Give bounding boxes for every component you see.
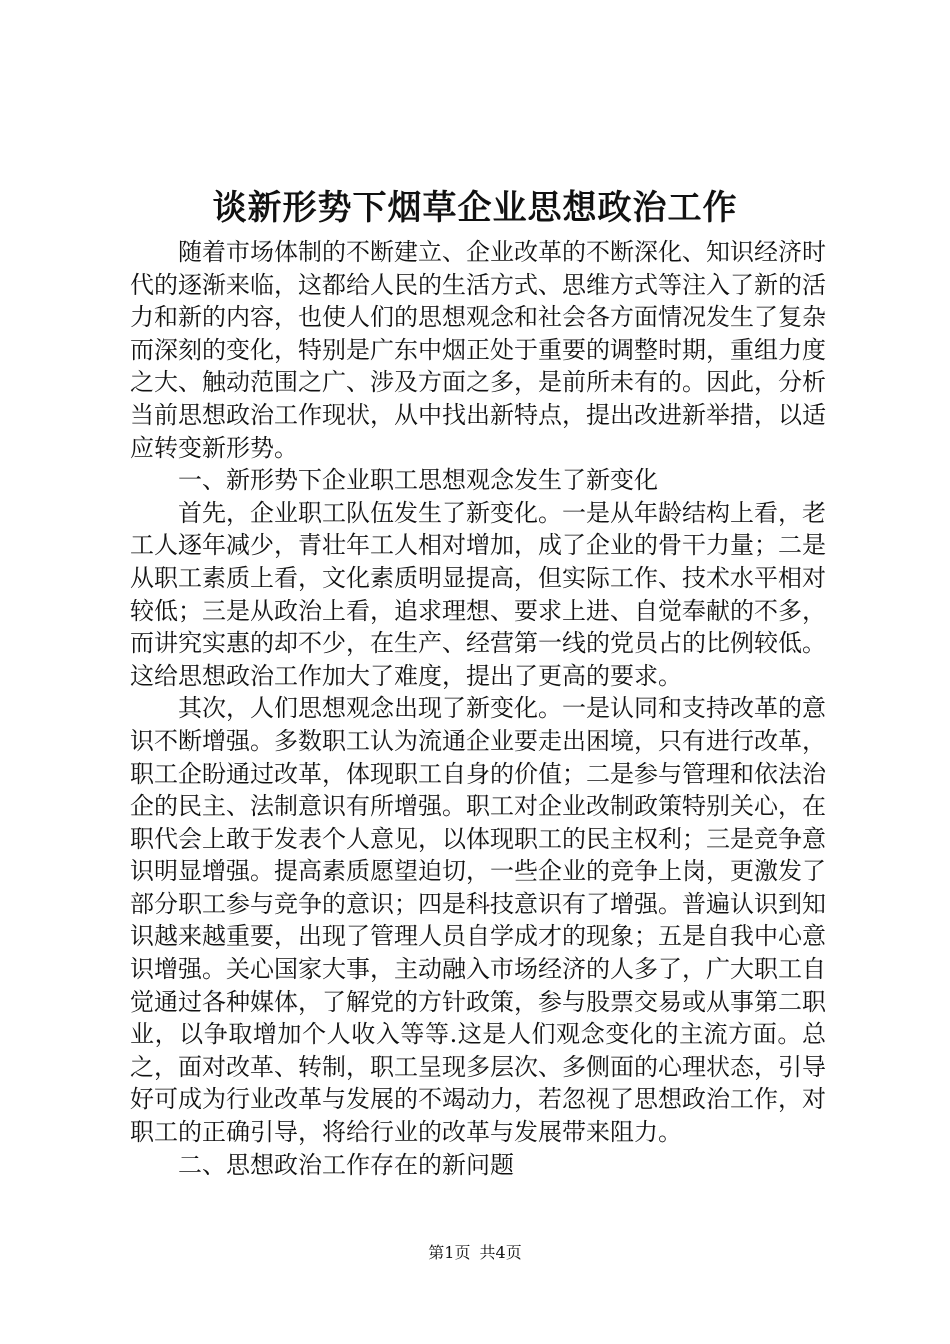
intro-paragraph: 随着市场体制的不断建立、企业改革的不断深化、知识经济时代的逐渐来临，这都给人民的生活方式、思维方式等注入了新的活力和新的内容，也使人们的思想观念和社会各方面情况发生了复杂而深刻的变化，特别是广东中烟正处于重要的调整时期，重组力度之大、触动范围之广、涉及方面之多，是前所未有的。因此，分析当前思想政治工作现状，从中找出新特点，提出改进新举措，以适应转变新形势。 [130,238,826,462]
section-heading-2: 二、思想政治工作存在的新问题 [178,1150,514,1179]
page-footer [0,1243,950,1263]
page-total: 共4页 [479,1243,522,1262]
document-body [130,236,826,1181]
paragraph-second: 其次，人们思想观念出现了新变化。一是认同和支持改革的意识不断增强。多数职工认为流通企业要走出困境，只有进行改革，职工企盼通过改革，体现职工自身的价值；二是参与管理和依法治企的民主、法制意识有所增强。职工对企业改制政策特别关心，在职代会上敢于发表个人意见，以体现职工的民主权利；三是竞争意识明显增强。提高素质愿望迫切，一些企业的竞争上岗，更激发了部分职工参与竞争的意识；四是科技意识有了增强。普遍认识到知识越来越重要，出现了管理人员自学成才的现象；五是自我中心意识增强。关心国家大事，主动融入市场经济的人多了，广大职工自觉通过各种媒体，了解党的方针政策，参与股票交易或从事第二职业，以争取增加个人收入等等.这是人们观念变化的主流方面。总之，面对改革、转制，职工呈现多层次、多侧面的心理状态，引导好可成为行业改革与发展的不竭动力，若忽视了思想政治工作，对职工的正确引导，将给行业的改革与发展带来阻力。 [130,694,826,1147]
section-heading-1: 一、新形势下企业职工思想观念发生了新变化 [178,466,658,495]
page-number: 第1页 [428,1243,471,1262]
paragraph-first: 首先，企业职工队伍发生了新变化。一是从年龄结构上看，老工人逐年减少，青壮年工人相对增加，成了企业的骨干力量；二是从职工素质上看，文化素质明显提高，但实际工作、技术水平相对较低；三是从政治上看，追求理想、要求上进、自觉奉献的不多，而讲究实惠的却不少，在生产、经营第一线的党员占的比例较低。这给思想政治工作加大了难度，提出了更高的要求。 [130,498,826,690]
document-title: 谈新形势下烟草企业思想政治工作 [212,188,738,228]
